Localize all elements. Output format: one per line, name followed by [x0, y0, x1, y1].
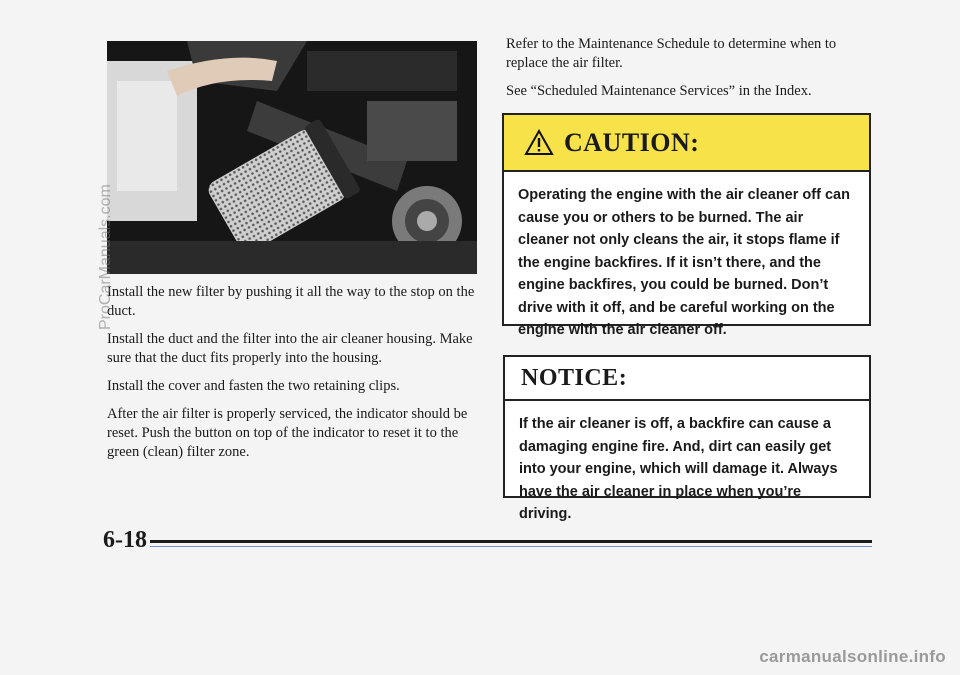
- footer-rule: [150, 540, 872, 543]
- caution-title: CAUTION:: [564, 127, 700, 157]
- right-column-text: [506, 35, 876, 110]
- paragraph-reset-indicator: After the air filter is properly serviced, the indicator should be reset. Push the button on top of the indicator to reset it to the green (clean) filter zone.: [107, 406, 468, 460]
- side-watermark: ProCarManuals.com: [97, 184, 114, 330]
- left-column-text: [107, 283, 479, 471]
- paragraph-install-cover: Install the cover and fasten the two retaining clips.: [107, 378, 400, 394]
- notice-header: [505, 357, 869, 401]
- notice-box: [503, 355, 871, 522]
- paragraph-install-duct: Install the duct and the filter into the air cleaner housing. Make sure that the duct fits properly into the housing.: [107, 331, 473, 366]
- paragraph-install-filter: Install the new filter by pushing it all the way to the stop on the duct.: [107, 284, 475, 319]
- air-filter-illustration: [107, 41, 477, 274]
- caution-body: Operating the engine with the air cleaner off can cause you or others to be burned. The air cleaner not only cleans the air, it stops flame if the engine backfires. If it isn’t there, and the engine backfires, you could be burned. Don’t drive with it off, and be careful working on the engine with the air cleaner off.: [518, 187, 850, 338]
- paragraph-maintenance-schedule: Refer to the Maintenance Schedule to determine when to replace the air filter.: [506, 36, 837, 71]
- paragraph-see-index: See “Scheduled Maintenance Services” in the Index.: [506, 83, 812, 99]
- caution-box: [502, 113, 871, 338]
- notice-body: If the air cleaner is off, a backfire can cause a damaging engine fire. And, dirt can easily get into your engine, which will damage it. Always have the air cleaner in place when you’re driving.: [519, 416, 838, 522]
- warning-triangle-icon: [524, 129, 554, 156]
- caution-header: [504, 115, 869, 172]
- notice-title: NOTICE:: [521, 364, 628, 391]
- footer-rule-thin: [150, 546, 872, 547]
- bottom-watermark: carmanualsonline.info: [759, 647, 946, 666]
- page-number: 6-18: [103, 527, 147, 553]
- engine-air-filter-photo: [107, 41, 477, 274]
